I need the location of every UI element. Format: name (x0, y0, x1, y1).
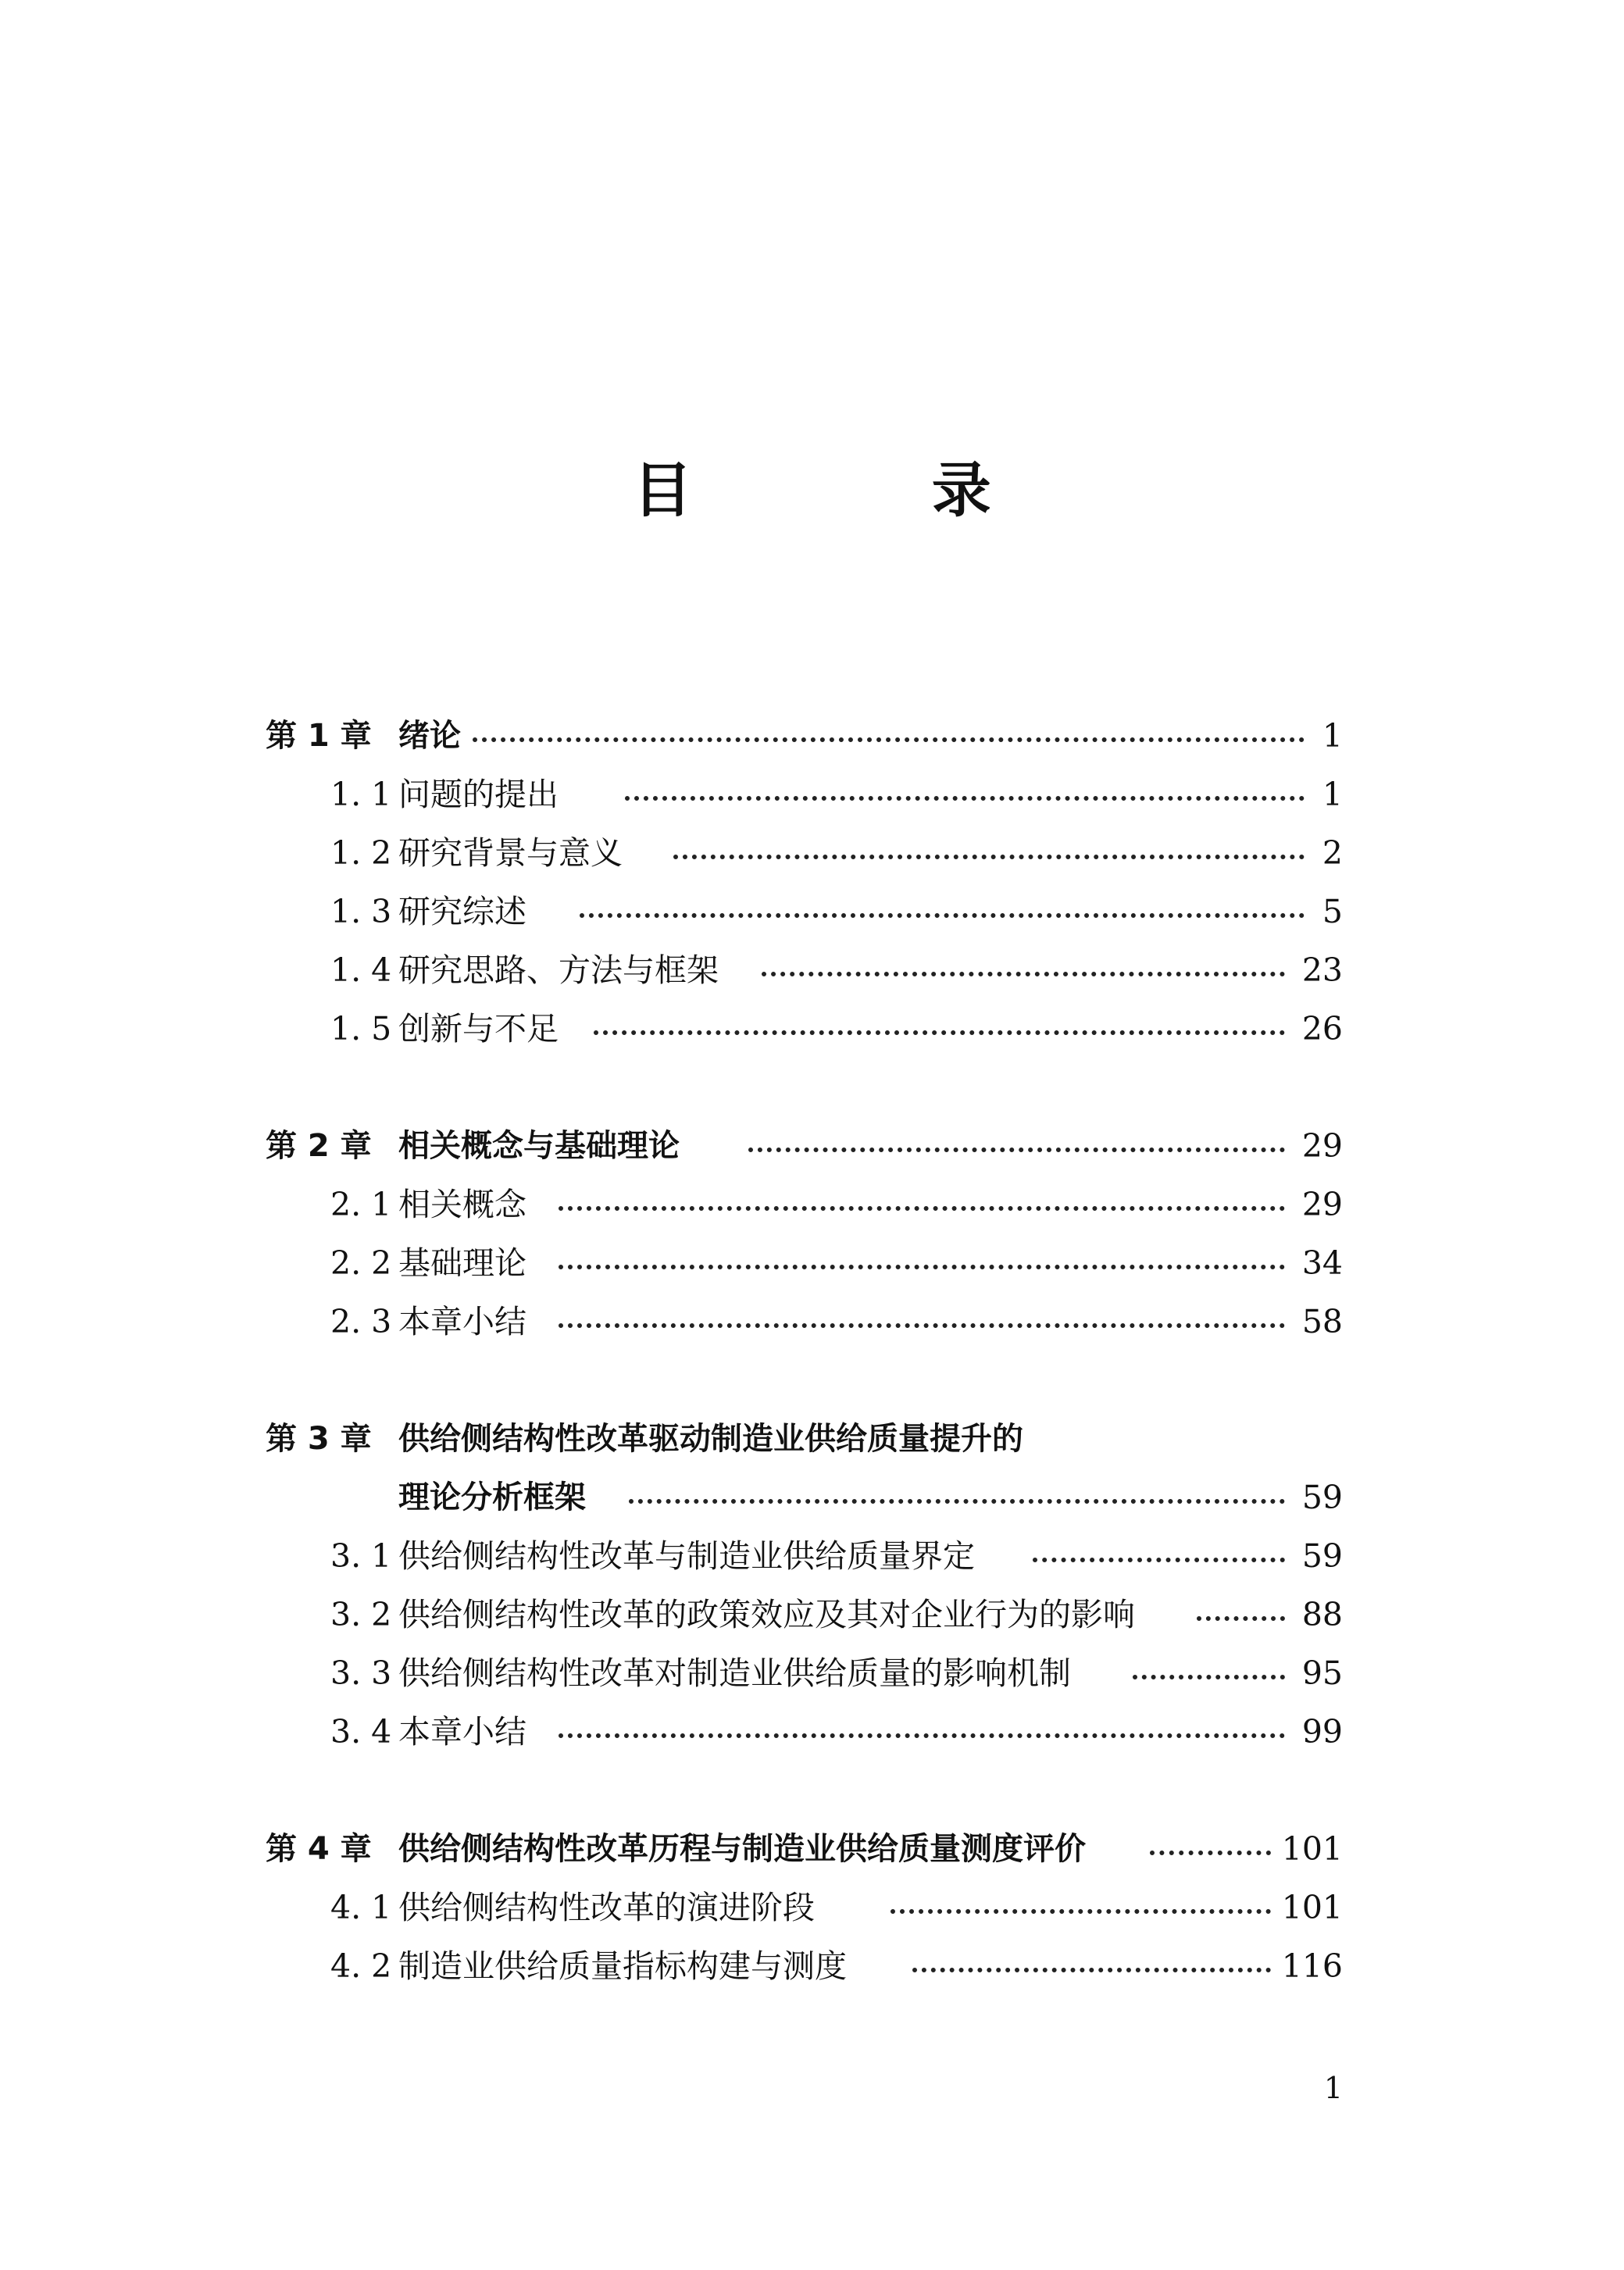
toc-chapter-3[interactable] (0, 1415, 1624, 1462)
toc-page-number: 95 (1301, 1654, 1343, 1692)
toc-chapter-4[interactable] (0, 1826, 1624, 1872)
toc-section-title: 研究思路、方法与框架 (398, 951, 719, 989)
toc-leader-dots (559, 1732, 1285, 1738)
toc-section-number: 1. 5 (330, 1010, 392, 1048)
toc-chapter-title-line1: 供给侧结构性改革驱动制造业供给质量提升的 (398, 1421, 1023, 1457)
toc-section-title: 问题的提出 (398, 776, 559, 813)
toc-section-1-2[interactable] (0, 830, 1624, 876)
toc-section-number: 2. 3 (330, 1303, 392, 1340)
toc-chapter-number: 第 4 章 (266, 1831, 372, 1867)
toc-chapter-number: 第 2 章 (266, 1128, 372, 1164)
toc-section-title: 本章小结 (398, 1303, 526, 1340)
toc-chapter-title-line2: 理论分析框架 (398, 1479, 586, 1515)
toc-section-1-3[interactable] (0, 888, 1624, 935)
toc-page-number: 5 (1322, 893, 1343, 930)
toc-page-number: 34 (1301, 1244, 1343, 1282)
toc-section-3-1[interactable] (0, 1533, 1624, 1579)
toc-page-number: 101 (1281, 1889, 1343, 1926)
toc-section-title: 基础理论 (398, 1244, 526, 1282)
toc-section-1-1[interactable] (0, 771, 1624, 818)
toc-leader-dots (748, 1146, 1285, 1152)
toc-leader-dots (559, 1322, 1285, 1328)
toc-leader-dots (891, 1908, 1271, 1914)
toc-leader-dots (1197, 1615, 1285, 1621)
toc-page-number: 23 (1301, 951, 1343, 989)
toc-section-2-3[interactable] (0, 1298, 1624, 1345)
toc-section-number: 2. 2 (330, 1244, 392, 1282)
toc-chapter-title: 供给侧结构性改革历程与制造业供给质量测度评价 (398, 1831, 1086, 1867)
toc-section-title: 供给侧结构性改革的演进阶段 (398, 1889, 815, 1926)
toc-section-title: 相关概念 (398, 1186, 526, 1223)
toc-leader-dots (594, 1029, 1285, 1035)
toc-section-number: 1. 1 (330, 776, 392, 813)
toc-section-number: 3. 4 (330, 1713, 392, 1751)
toc-section-number: 3. 3 (330, 1654, 392, 1692)
toc-leader-dots (1133, 1673, 1285, 1679)
toc-leader-dots (912, 1966, 1271, 1972)
toc-section-2-1[interactable] (0, 1181, 1624, 1228)
toc-section-3-4[interactable] (0, 1708, 1624, 1755)
toc-section-number: 1. 4 (330, 951, 392, 989)
toc-chapter-title: 绪论 (398, 718, 461, 754)
toc-section-number: 4. 1 (330, 1889, 392, 1926)
toc-page-number: 116 (1281, 1947, 1343, 1985)
toc-section-title: 制造业供给质量指标构建与测度 (398, 1947, 847, 1985)
toc-section-3-3[interactable] (0, 1650, 1624, 1697)
toc-section-title: 供给侧结构性改革与制造业供给质量界定 (398, 1537, 975, 1575)
toc-page-number: 58 (1301, 1303, 1343, 1340)
toc-section-title: 研究背景与意义 (398, 834, 623, 872)
toc-page-number: 1 (1322, 717, 1343, 755)
toc-page-number: 29 (1301, 1127, 1343, 1165)
toc-section-1-5[interactable] (0, 1005, 1624, 1052)
toc-leader-dots (629, 1497, 1285, 1504)
toc-section-number: 3. 2 (330, 1596, 392, 1633)
toc-page-number: 59 (1301, 1479, 1343, 1516)
toc-chapter-number: 第 1 章 (266, 718, 372, 754)
toc-page-number: 1 (1322, 776, 1343, 813)
toc-leader-dots (473, 736, 1305, 742)
toc-section-1-4[interactable] (0, 947, 1624, 994)
toc-section-number: 1. 2 (330, 834, 392, 872)
toc-page-number: 2 (1322, 834, 1343, 872)
toc-chapter-1[interactable] (0, 712, 1624, 759)
toc-page-number: 88 (1301, 1596, 1343, 1633)
toc-page-number: 59 (1301, 1537, 1343, 1575)
toc-leader-dots (762, 970, 1285, 976)
toc-section-number: 1. 3 (330, 893, 392, 930)
toc-page-number: 99 (1301, 1713, 1343, 1751)
toc-section-3-2[interactable] (0, 1591, 1624, 1638)
toc-chapter-3-continued[interactable] (0, 1474, 1624, 1521)
toc-section-title: 创新与不足 (398, 1010, 559, 1048)
toc-chapter-title: 相关概念与基础理论 (398, 1128, 680, 1164)
toc-leader-dots (625, 794, 1305, 801)
footer-page-number: 1 (1323, 2071, 1343, 2105)
toc-page-number: 29 (1301, 1186, 1343, 1223)
toc-page-number: 26 (1301, 1010, 1343, 1048)
toc-section-2-2[interactable] (0, 1240, 1624, 1287)
toc-leader-dots (1150, 1849, 1271, 1855)
toc-chapter-2[interactable] (0, 1123, 1624, 1169)
toc-leader-dots (673, 853, 1305, 859)
toc-section-title: 本章小结 (398, 1713, 526, 1751)
toc-leader-dots (559, 1263, 1285, 1269)
toc-section-title: 供给侧结构性改革对制造业供给质量的影响机制 (398, 1654, 1071, 1692)
toc-leader-dots (580, 912, 1305, 918)
toc-section-title: 研究综述 (398, 893, 526, 930)
toc-section-4-2[interactable] (0, 1943, 1624, 1990)
toc-section-number: 3. 1 (330, 1537, 392, 1575)
toc-chapter-number: 第 3 章 (266, 1421, 372, 1457)
toc-section-4-1[interactable] (0, 1884, 1624, 1931)
toc-section-number: 2. 1 (330, 1186, 392, 1223)
toc-page-number: 101 (1281, 1830, 1343, 1868)
toc-leader-dots (1033, 1556, 1285, 1562)
toc-section-number: 4. 2 (330, 1947, 392, 1985)
toc-section-title: 供给侧结构性改革的政策效应及其对企业行为的影响 (398, 1596, 1135, 1633)
toc-leader-dots (559, 1205, 1285, 1211)
page-title: 目 录 (633, 455, 1101, 525)
